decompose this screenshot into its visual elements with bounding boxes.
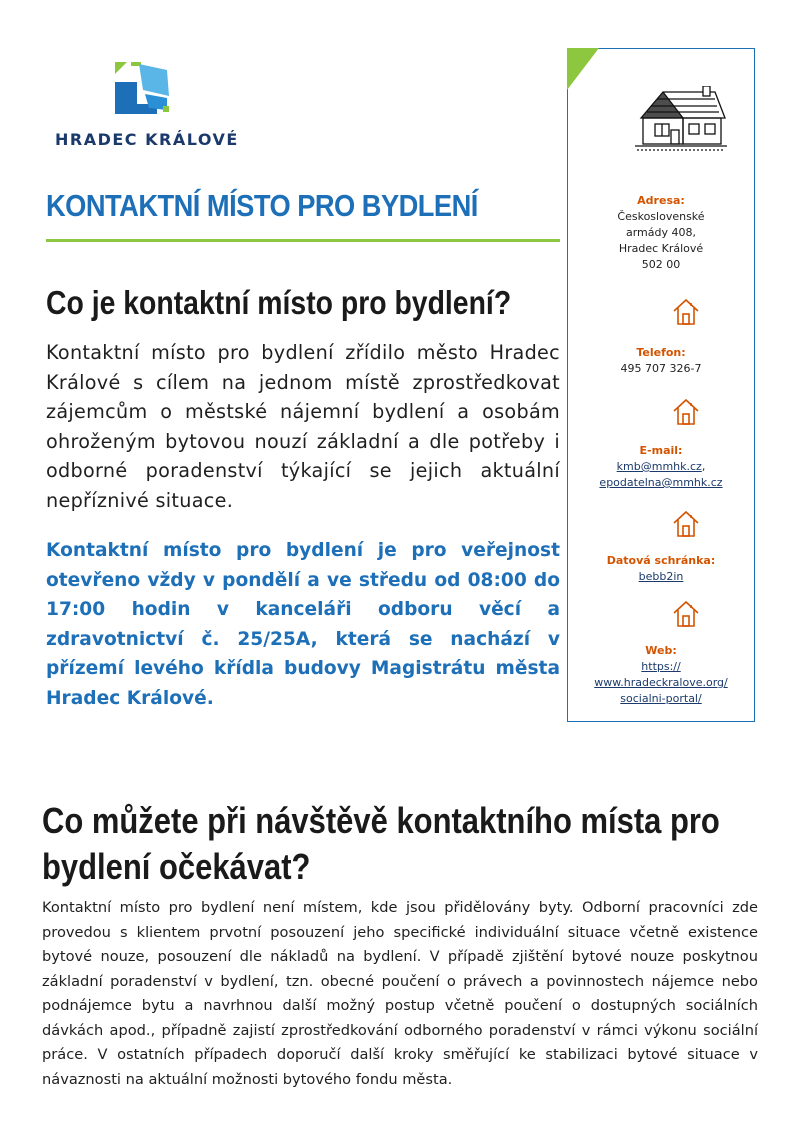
databox-link[interactable]: bebb2in xyxy=(638,570,684,583)
page-title: KONTAKTNÍ MÍSTO PRO BYDLENÍ xyxy=(46,188,478,223)
address-line: Československé xyxy=(617,210,705,223)
phone-label: Telefon: xyxy=(636,346,686,359)
address-line: Hradec Králové xyxy=(618,242,704,255)
heading-line: bydlení očekávat? xyxy=(42,846,311,887)
address-line: 502 00 xyxy=(641,258,681,271)
section-heading-expectations xyxy=(42,798,730,890)
web-link-part[interactable]: www.hradeckralove.org/ xyxy=(594,676,728,689)
address-line: armády 408, xyxy=(625,226,696,239)
logo-mark-icon xyxy=(109,58,229,120)
house-illustration-icon xyxy=(631,86,727,152)
email-separator: , xyxy=(701,460,706,473)
phone-block xyxy=(568,345,754,377)
house-icon xyxy=(671,397,701,427)
opening-hours-paragraph: Kontaktní místo pro bydlení je pro veřejnost otevřeno vždy v pondělí a ve středu od 08:00 do 17:00 hodin v kanceláři odboru věcí a zdravotnictví č. 25/25A, která se nachází v přízemí levého křídla budovy Magistrátu města Hradec Králové. xyxy=(46,540,560,709)
email-block xyxy=(568,443,754,491)
logo-text: HRADEC KRÁLOVÉ xyxy=(55,130,239,149)
web-link-part[interactable]: socialni-portal/ xyxy=(620,692,702,705)
section-paragraph-expectations: Kontaktní místo pro bydlení není místem, kde jsou přidělovány byty. Odborní pracovníci zde provedou s klientem prvotní posouzení jeho specifické individuální situace včetně existence bytové nouze, posouzení dle nákladů na bydlení. V případě zjištění bytové nouze poskytnou základní poradenství v bydlení, tzn. obecné poučení o právech a povinnostech nájemce nebo podnájemce bytu a navrhnou další možný postup včetně poučení o dostupných sociálních dávkách apod., případně zajistí zprostředkování odborného poradenství v rámci výkonu sociální práce. V ostatních případech doporučí další kroky směřující ke stabilizaci bytové situace v návaznosti na aktuální možnosti bytového fondu města. xyxy=(42,899,758,1088)
contact-sidebar xyxy=(567,48,755,722)
house-icon xyxy=(671,297,701,327)
section-heading-what-is: Co je kontaktní místo pro bydlení? xyxy=(46,284,512,321)
databox-block xyxy=(568,553,754,585)
web-label: Web: xyxy=(645,644,677,657)
city-logo xyxy=(55,58,239,153)
email-link-kmb[interactable]: kmb@mmhk.cz xyxy=(616,460,702,473)
house-icon xyxy=(671,509,701,539)
heading-line: Co můžete při návštěvě kontaktního místa pro xyxy=(42,800,720,841)
address-block xyxy=(568,193,754,273)
title-divider xyxy=(46,239,560,242)
house-icon xyxy=(671,599,701,629)
web-block xyxy=(568,643,754,707)
databox-label: Datová schránka: xyxy=(606,554,716,567)
corner-accent-icon xyxy=(567,48,599,90)
email-label: E-mail: xyxy=(639,444,683,457)
web-link-part[interactable]: https:// xyxy=(641,660,681,673)
phone-value: 495 707 326-7 xyxy=(620,362,702,375)
section-paragraph-intro: Kontaktní místo pro bydlení zřídilo město Hradec Králové s cílem na jednom místě zprostředkovat zájemcům o městské nájemní bydlení a osobám ohroženým bytovou nouzí základní a dle potřeby i odborné poradenství týkající se jejich aktuální nepříznivé situace. xyxy=(46,341,560,512)
address-label: Adresa: xyxy=(637,194,685,207)
email-link-epodatelna[interactable]: epodatelna@mmhk.cz xyxy=(599,476,723,489)
